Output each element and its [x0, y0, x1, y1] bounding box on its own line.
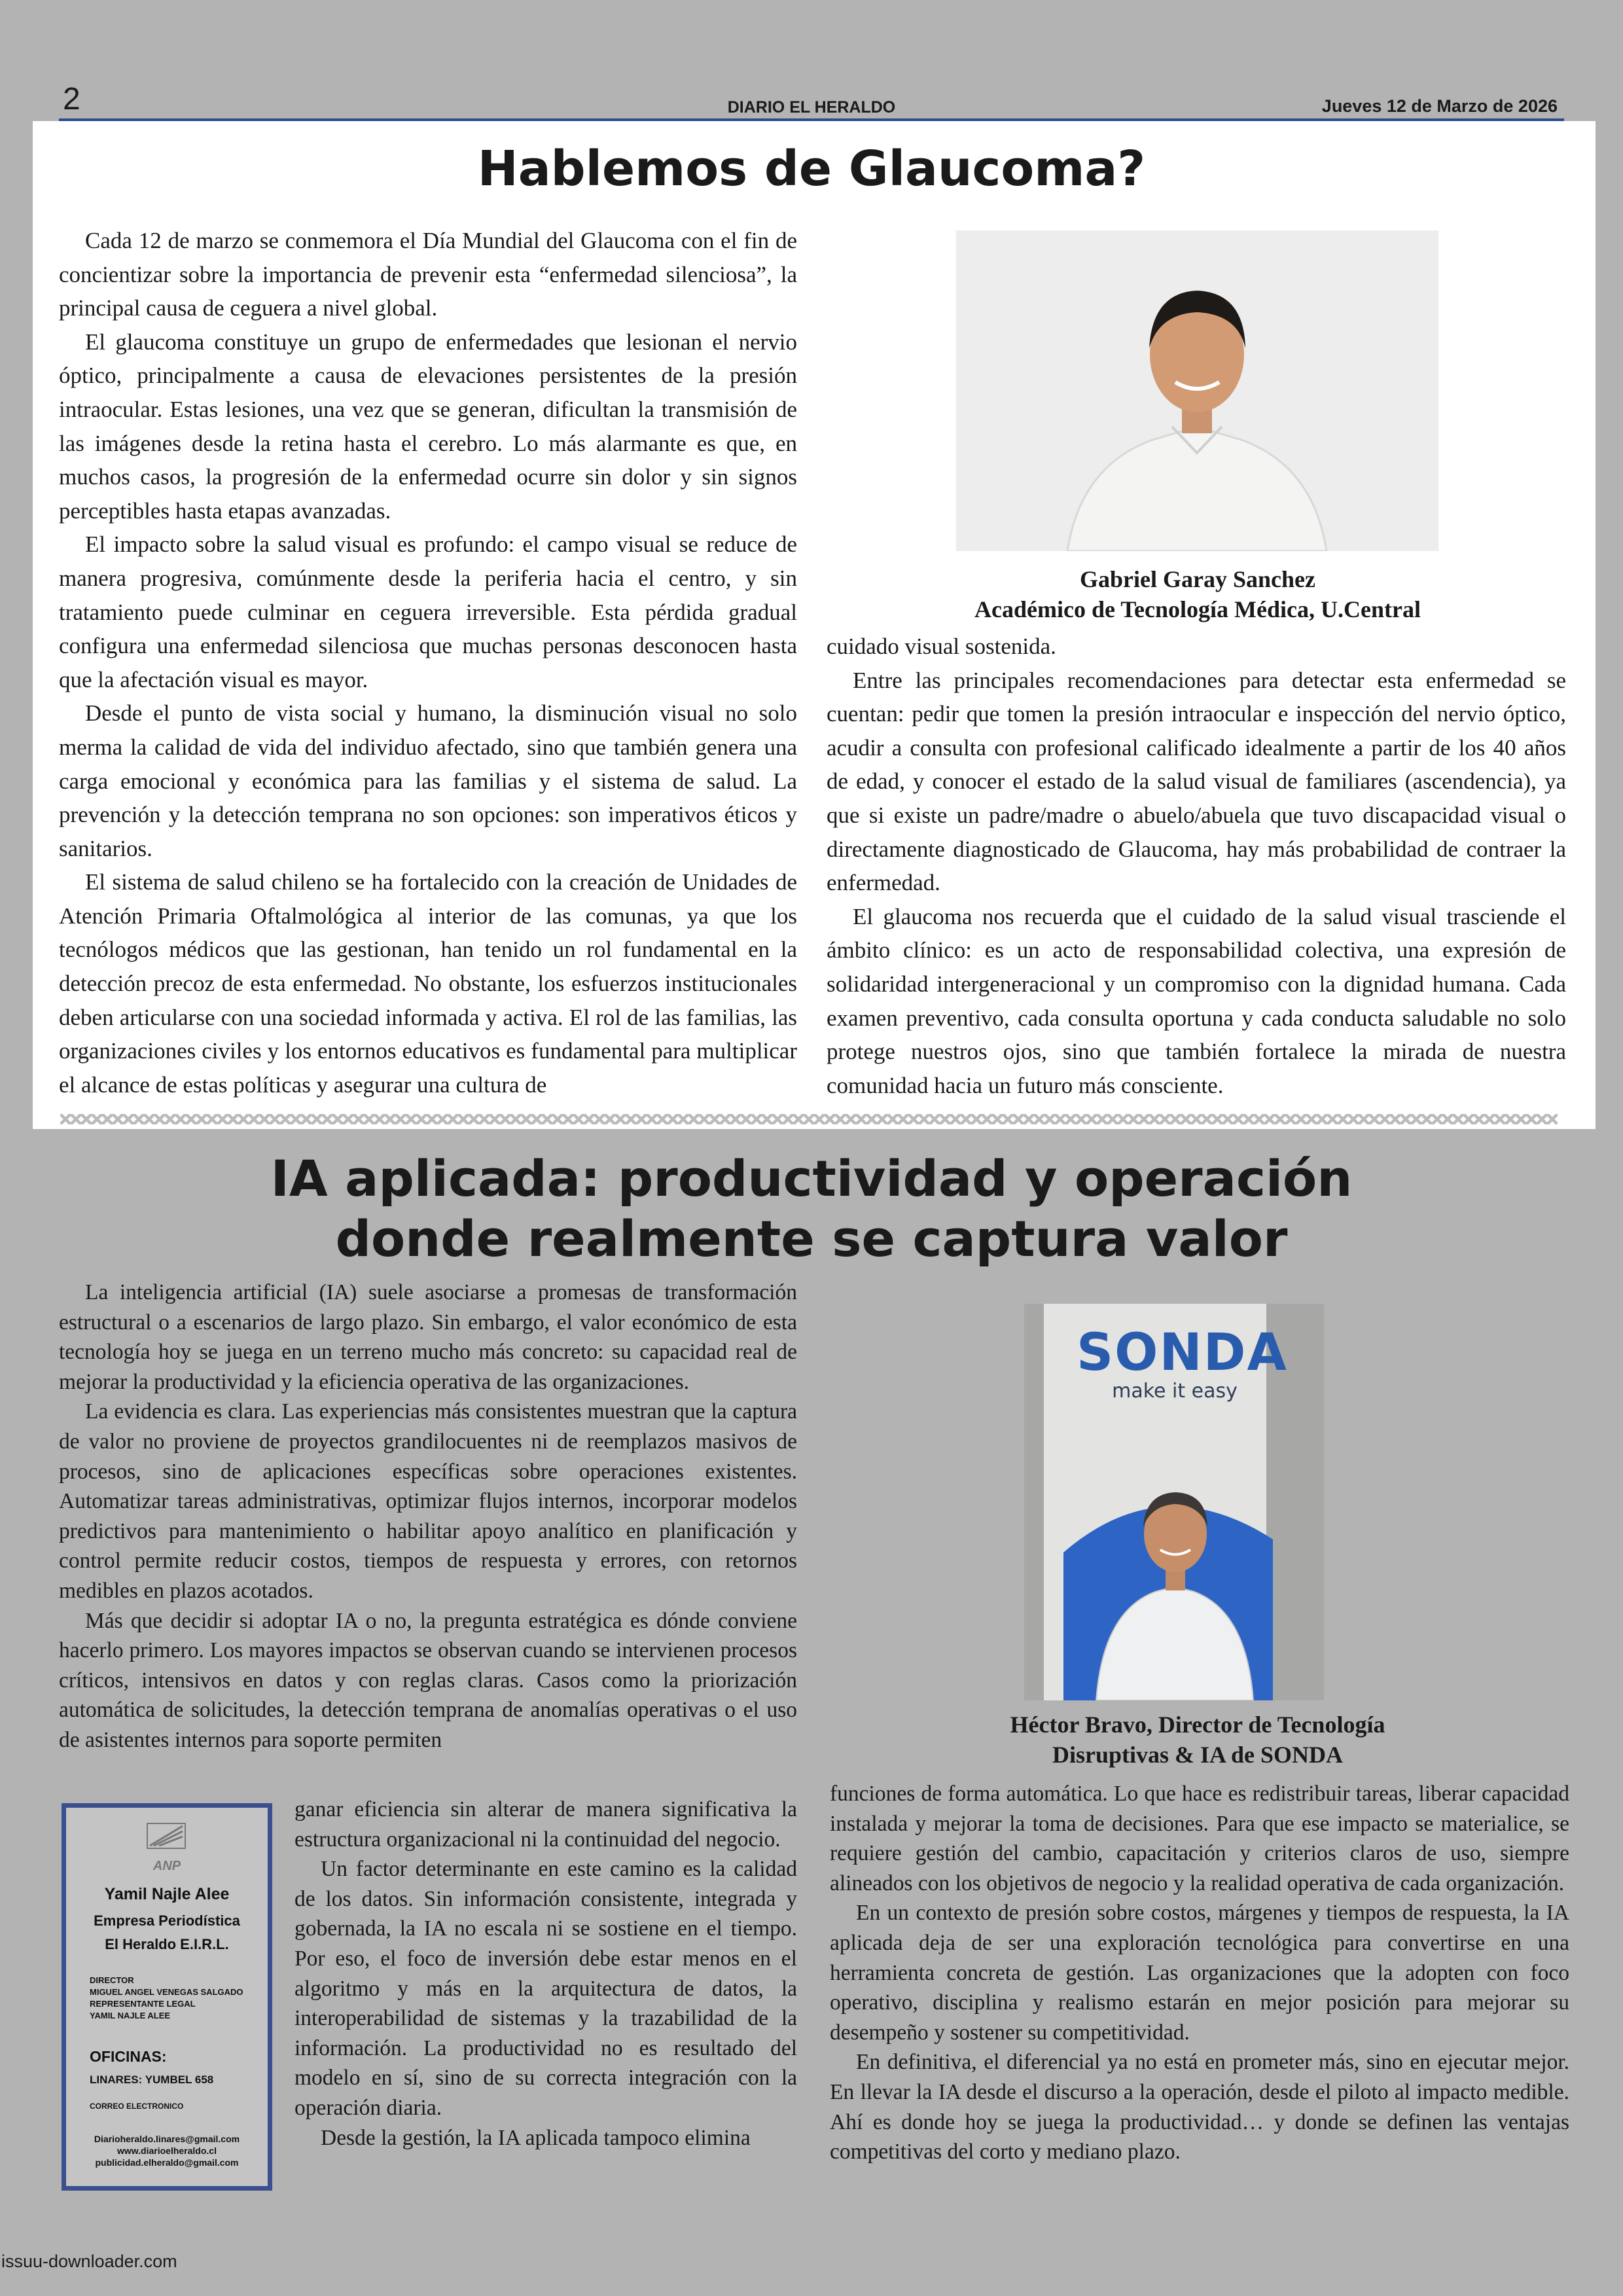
- director-label: DIRECTOR: [90, 1975, 134, 1985]
- paragraph: Entre las principales recomendaciones para detectar esta enfermedad se cuentan: pedir que tomen la presión intraocular e inspección del nervio óptico, acudir a consulta con profesional calificado idealmente a partir de los 40 años de edad, y conocer el estado de la salud visual de familiares (ascendencia), ya que si existe un padre/madre o abuelo/abuela que tuvo discapacidad visual o directamente diagnosticado de Glaucoma, hay más probabilidad de contraer la enfermedad.: [827, 667, 1566, 896]
- logo-text: ANP: [152, 1859, 181, 1873]
- caption-name: Gabriel Garay Sanchez: [1080, 566, 1315, 592]
- paragraph: Desde la gestión, la IA aplicada tampoco elimina: [321, 2125, 751, 2150]
- newspaper-name: DIARIO EL HERALDO: [727, 98, 896, 117]
- caption-line-2: Disruptivas & IA de SONDA: [1052, 1742, 1344, 1768]
- email-2: publicidad.elheraldo@gmail.com: [95, 2157, 239, 2168]
- glaucoma-left-column: [59, 224, 797, 1102]
- paragraph: cuidado visual sostenida.: [827, 634, 1056, 659]
- ia-article-title: [0, 1149, 1623, 1269]
- title-line-1: IA aplicada: productividad y operación: [270, 1149, 1353, 1208]
- ia-right-column: [830, 1779, 1569, 2167]
- sonda-tagline: make it easy: [1112, 1380, 1238, 1403]
- paragraph: funciones de forma automática. Lo que hace es redistribuir tareas, liberar capacidad instalada y mejorar la toma de decisiones. Para que ese impacto se materialice, se requiere gestión del cambio, capacitación y criterios claros de uso, siempre alineados con los objetivos de negocio y la realidad operativa de cada organización.: [830, 1782, 1569, 1895]
- director-name: MIGUEL ANGEL VENEGAS SALGADO: [90, 1987, 243, 1997]
- paragraph: El impacto sobre la salud visual es profundo: el campo visual se reduce de manera progresiva, comúnmente desde la periferia hacia el centro, y sin tratamiento puede culminar en ceguera irreversible. Esta pérdida gradual configura una enfermedad silenciosa que muchas personas desconocen hasta que la afectación visual es mayor.: [59, 531, 797, 692]
- paragraph: La evidencia es clara. Las experiencias más consistentes muestran que la captura de valor no proviene de proyectos grandilocuentes ni de reemplazos masivos de procesos, sino de aplicaciones específicas sobre operaciones existentes. Automatizar tareas administrativas, optimizar flujos internos, incorporar modelos predictivos para mantenimiento o habilitar apoyo analítico en planificación y control permite reducir costos, tiempos de respuesta y errores, con retornos medibles en plazos acotados.: [59, 1399, 797, 1603]
- footer-credit: issuu-downloader.com: [1, 2251, 177, 2271]
- paragraph: Un factor determinante en este camino es la calidad de los datos. Sin información consistente, integrada y gobernada, la IA no escala ni se sostiene en el tiempo. Por eso, el foco de inversión debe estar menos en el algoritmo y más en la arquitectura de datos, la interoperabilidad de sistemas y la trazabilidad de la información. La productividad no es resultado del modelo en sí, sino de su correcta integración con la operación diaria.: [294, 1857, 797, 2120]
- masthead-owner: Yamil Najle Alee: [104, 1885, 230, 1903]
- paragraph: Cada 12 de marzo se conmemora el Día Mundial del Glaucoma con el fin de concientizar sobre la importancia de prevenir esta “enfermedad silenciosa”, la principal causa de ceguera a nivel global.: [59, 228, 797, 321]
- paragraph: El glaucoma constituye un grupo de enfermedades que lesionan el nervio óptico, principalmente a causa de elevaciones persistentes de la presión intraocular. Estas lesiones, una vez que se generan, dificultan la transmisión de las imágenes desde la retina hasta el cerebro. Lo más alarmante es que, en muchos casos, la progresión de la enfermedad ocurre sin dolor y sin signos perceptibles hasta etapas avanzadas.: [59, 329, 797, 524]
- paragraph: ganar eficiencia sin alterar de manera significativa la estructura organizacional ni la continuidad del negocio.: [294, 1797, 797, 1852]
- section-divider: [60, 1114, 1558, 1124]
- masthead-company-line1: Empresa Periodística: [94, 1912, 240, 1929]
- paragraph: La inteligencia artificial (IA) suele asociarse a promesas de transformación estructural o a escenarios de largo plazo. Sin embargo, el valor económico de esta tecnología hoy se juega en un terreno mucho más concreto: su capacidad real de mejorar la productividad y la eficiencia operativa de las organizaciones.: [59, 1280, 797, 1394]
- offices-label: OFICINAS:: [90, 2048, 167, 2065]
- offices-value: LINARES: YUMBEL 658: [90, 2073, 214, 2086]
- paragraph: En definitiva, el diferencial ya no está en prometer más, sino en ejecutar mejor. En llevar la IA desde el discurso a la operación, desde el piloto al impacto medible. Ahí es donde hoy se juega la productividad… y donde se definen las ventajas competitivas del corto y mediano plazo.: [830, 2050, 1569, 2164]
- legal-label: REPRESENTANTE LEGAL: [90, 1999, 196, 2009]
- issue-date: Jueves 12 de Marzo de 2026: [1321, 96, 1558, 116]
- sonda-brand: SONDA: [1077, 1323, 1288, 1382]
- email-1: Diarioheraldo.linares@gmail.com: [94, 2134, 240, 2144]
- glaucoma-right-column: [827, 630, 1566, 1102]
- page-number: 2: [63, 82, 80, 117]
- ia-left-column: [59, 1278, 797, 1755]
- glaucoma-photo-caption: [903, 564, 1492, 624]
- paragraph: Desde el punto de vista social y humano, la disminución visual no solo merma la calidad de vida del individuo afectado, sino que también genera una carga emocional y económica para las familias y el sistema de salud. La prevención y la detección temprana no son opciones: son imperativos éticos y sanitarios.: [59, 700, 797, 861]
- anp-logo-icon: [143, 1822, 189, 1859]
- paragraph: El glaucoma nos recuerda que el cuidado de la salud visual trasciende el ámbito clínico: es un acto de responsabilidad colectiva, una expresión de solidaridad intergeneracional y un compromiso con la dignidad humana. Cada examen preventivo, cada consulta oportuna y cada conducta saludable no solo protege nuestros ojos, sino que también fortalece la mirada de nuestra comunidad hacia un futuro más consciente.: [827, 903, 1566, 1098]
- paragraph: Más que decidir si adoptar IA o no, la pregunta estratégica es dónde conviene hacerlo primero. Los mayores impactos se observan cuando se intervienen procesos críticos, intensivos en datos y con reglas claras. Casos como la priorización automática de solicitudes, la detección temprana de anomalías operativas o el uso de asistentes internos para soporte permiten: [59, 1608, 797, 1752]
- masthead-company-line2: El Heraldo E.I.R.L.: [105, 1936, 229, 1952]
- caption-line-1: Héctor Bravo, Director de Tecnología: [1010, 1712, 1385, 1738]
- email-label: CORREO ELECTRONICO: [90, 2102, 184, 2111]
- legal-name: YAMIL NAJLE ALEE: [90, 2011, 171, 2020]
- ia-narrow-column: [294, 1795, 797, 2153]
- glaucoma-title: Hablemos de Glaucoma?: [477, 141, 1146, 197]
- paragraph: El sistema de salud chileno se ha fortalecido con la creación de Unidades de Atención Primaria Oftalmológica al interior de las comunas, ya que los tecnólogos médicos que las gestionan, han tenido un rol fundamental en la detección precoz de esta enfermedad. No obstante, los esfuerzos institucionales deben articularse con una sociedad informada y activa. El rol de las familias, las organizaciones civiles y los entornos educativos es fundamental para multiplicar el alcance de estas políticas y asegurar una cultura de: [59, 869, 797, 1098]
- paragraph: En un contexto de presión sobre costos, márgenes y tiempos de respuesta, la IA aplicada deja de ser una exploración tecnológica para convertirse en una herramienta concreta de gestión. Las organizaciones que la adopten con foco operativo, disciplina y realismo estarán en mejor posición para mejorar su desempeño y sostener su competitividad.: [830, 1901, 1569, 2045]
- gabriel-garay-photo: [956, 230, 1438, 551]
- masthead-box: [62, 1803, 272, 2191]
- caption-role: Académico de Tecnología Médica, U.Central: [974, 596, 1421, 622]
- ia-photo-caption: [903, 1710, 1492, 1770]
- hector-bravo-photo: [1024, 1304, 1324, 1700]
- title-line-2: donde realmente se captura valor: [335, 1210, 1288, 1268]
- website: www.diarioelheraldo.cl: [117, 2145, 217, 2156]
